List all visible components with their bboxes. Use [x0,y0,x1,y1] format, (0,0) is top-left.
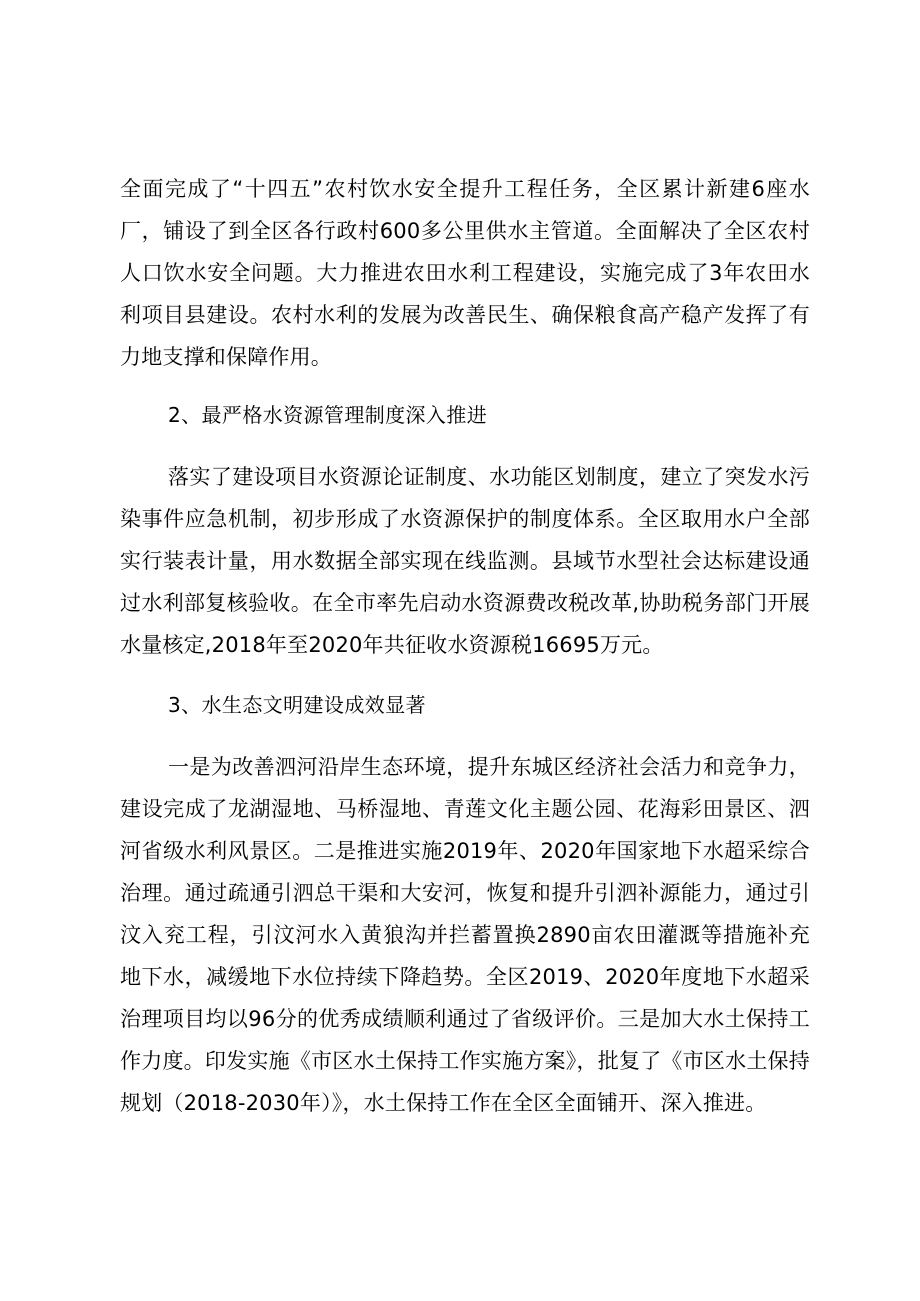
paragraph-water-ecology: 一是为改善泗河沿岸生态环境，提升东城区经济社会活力和竞争力，建设完成了龙湖湿地、马桥湿地、青莲文化主题公园、花海彩田景区、泗河省级水利风景区。二是推进实施2019年、2020年国家地下水超采综合治理。通过疏通引泗总干渠和大安河，恢复和提升引泗补源能力，通过引汶入兖工程，引汶河水入黄狼沟并拦蓄置换2890亩农田灌溉等措施补充地下水，减缓地下水位持续下降趋势。全区2019、2020年度地下水超采治理项目均以96分的优秀成绩顺利通过了省级评价。三是加大水土保持工作力度。印发实施《市区水土保持工作实施方案》，批复了《市区水土保持规划（2018-2030年）》，水土保持工作在全区全面铺开、深入推进。 [120,755,810,1115]
paragraph-rural-water-supply: 全面完成了“十四五”农村饮水安全提升工程任务，全区累计新建6座水厂，铺设了到全区各行政村600多公里供水主管道。全面解决了全区农村人口饮水安全问题。大力推进农田水利工程建设，实施完成了3年农田水利项目县建设。农村水利的发展为改善民生、确保粮食高产稳产发挥了有力地支撑和保障作用。 [120,177,810,369]
paragraph-water-resource-management: 落实了建设项目水资源论证制度、水功能区划制度，建立了突发水污染事件应急机制，初步形成了水资源保护的制度体系。全区取用水户全部实行装表计量，用水数据全部实现在线监测。县域节水型社会达标建设通过水利部复核验收。在全市率先启动水资源费改税改革,协助税务部门开展水量核定,2018年至2020年共征收水资源税16695万元。 [120,465,810,657]
section-heading-water-resource-management: 2、最严格水资源管理制度深入推进 [168,403,488,427]
section-heading-water-ecology: 3、水生态文明建设成效显著 [168,693,426,717]
document-body [120,168,810,1124]
